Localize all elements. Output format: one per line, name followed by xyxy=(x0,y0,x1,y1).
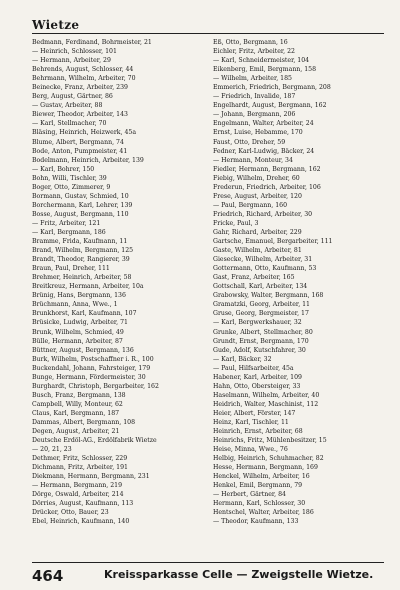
directory-entry: — Karl, Bohrer, 150 xyxy=(32,165,95,173)
directory-entry: Breitkreuz, Hermann, Arbeiter, 10a xyxy=(32,283,144,291)
directory-entry: Heier, Albert, Förster, 147 xyxy=(213,409,296,417)
directory-columns xyxy=(32,38,386,558)
directory-entry: Heinrich, Ernst, Arbeiter, 68 xyxy=(213,428,303,436)
directory-entry: Gottschall, Karl, Arbeiter, 134 xyxy=(213,283,308,291)
directory-entry: Burk, Wilhelm, Postschaffner i. R., 100 xyxy=(32,355,154,363)
directory-entry: Brunk, Wilhelm, Schmied, 49 xyxy=(32,328,124,336)
directory-entry: Biewer, Theodor, Arbeiter, 143 xyxy=(32,111,128,119)
directory-entry: Frese, August, Arbeiter, 120 xyxy=(213,192,302,200)
directory-entry: Dammas, Albert, Bergmann, 108 xyxy=(32,418,136,426)
footer-divider xyxy=(32,562,384,563)
directory-entry: Busch, Franz, Bergmann, 138 xyxy=(32,391,126,399)
directory-entry: Bramme, Frida, Kaufmann, 11 xyxy=(32,238,128,246)
directory-entry: Bodelmann, Heinrich, Arbeiter, 139 xyxy=(32,156,144,164)
directory-entry: Bormann, Gustav, Schmied, 10 xyxy=(32,192,129,200)
directory-entry: Burghardt, Christoph, Bergarbeiter, 162 xyxy=(32,382,159,390)
directory-entry: Deutsche Erdöl-AG., Erdölfabrik Wietze xyxy=(32,437,157,445)
directory-entry: Blume, Albert, Bergmann, 74 xyxy=(32,138,124,146)
directory-entry: Fiedler, Hermann, Bergmann, 162 xyxy=(213,165,321,173)
directory-entry: Borchermann, Karl, Lehrer, 139 xyxy=(32,201,133,209)
directory-entry: Emmerich, Friedrich, Bergmann, 208 xyxy=(213,84,331,92)
directory-entry: — Friedrich, Invalide, 187 xyxy=(213,93,296,101)
directory-entry: Brand, Wilhelm, Bergmann, 125 xyxy=(32,247,134,255)
directory-entry: Brüchmann, Anna, Wwe., 1 xyxy=(32,301,118,309)
directory-entry: — Hermann, Bergmann, 219 xyxy=(32,482,123,490)
directory-entry: — Hermann, Arbeiter, 29 xyxy=(32,57,111,65)
directory-entry: Gramatzki, Georg, Arbeiter, 11 xyxy=(213,301,310,309)
directory-entry: Fedner, Karl-Ludwig, Bäcker, 24 xyxy=(213,147,315,155)
directory-entry: Campbell, Willy, Monteur, 62 xyxy=(32,400,123,408)
page-title: Wietze xyxy=(32,18,80,32)
directory-entry: Bosse, August, Bergmann, 110 xyxy=(32,210,129,218)
directory-entry: Behrmann, Wilhelm, Arbeiter, 70 xyxy=(32,75,136,83)
directory-entry: Heise, Minna, Wwe., 76 xyxy=(213,446,288,454)
directory-entry: Degen, August, Arbeiter, 21 xyxy=(32,428,120,436)
directory-entry: — Wilhelm, Arbeiter, 185 xyxy=(213,75,292,83)
directory-entry: — Hermann, Monteur, 34 xyxy=(213,156,293,164)
directory-entry: Gottermann, Otto, Kaufmann, 53 xyxy=(213,265,317,273)
directory-entry: Ebel, Heinrich, Kaufmann, 140 xyxy=(32,518,130,526)
directory-entry: Berg, August, Gärtner, 86 xyxy=(32,93,113,101)
right-column xyxy=(213,38,386,558)
directory-entry: Dethmer, Fritz, Schlosser, 229 xyxy=(32,455,128,463)
directory-entry: — Karl, Stellmacher, 70 xyxy=(32,120,107,128)
directory-entry: Brandt, Theodor, Rangierer, 39 xyxy=(32,256,130,264)
directory-entry: — Johann, Bergmann, 206 xyxy=(213,111,296,119)
directory-entry: — Karl, Schneidermeister, 104 xyxy=(213,57,310,65)
directory-entry: — Karl, Bergwerkshauer, 32 xyxy=(213,319,302,327)
directory-entry: Diekmann, Hermann, Bergmann, 231 xyxy=(32,473,150,481)
directory-entry: Eichler, Fritz, Arbeiter, 22 xyxy=(213,48,295,56)
directory-entry: — Gustav, Arbeiter, 88 xyxy=(32,102,103,110)
directory-entry: Dörries, August, Kaufmann, 113 xyxy=(32,500,134,508)
directory-entry: Heidrich, Walter, Maschinist, 112 xyxy=(213,400,319,408)
directory-entry: Brehmer, Heinrich, Arbeiter, 58 xyxy=(32,274,132,282)
directory-entry: Bläsing, Heinrich, Heizwerk, 45a xyxy=(32,129,137,137)
directory-entry: Grunke, Albert, Stellmacher, 80 xyxy=(213,328,313,336)
directory-entry: Grundt, Ernst, Bergmann, 170 xyxy=(213,337,309,345)
directory-entry: Dörge, Oswald, Arbeiter, 214 xyxy=(32,491,124,499)
directory-entry: — 20, 21, 23 xyxy=(32,446,72,454)
directory-entry: Fiebig, Wilhelm, Dreher, 60 xyxy=(213,174,300,182)
directory-entry: — Karl, Bäcker, 32 xyxy=(213,355,272,363)
directory-entry: Bode, Anton, Pumpmeister, 41 xyxy=(32,147,128,155)
directory-entry: Bunge, Hermann, Fördermeister, 30 xyxy=(32,373,146,381)
directory-entry: Drücker, Otto, Bauer, 23 xyxy=(32,509,109,517)
directory-entry: Bülle, Hermann, Arbeiter, 87 xyxy=(32,337,123,345)
directory-entry: Eikenberg, Emil, Bergmann, 158 xyxy=(213,66,317,74)
directory-entry: Hentschel, Walter, Arbeiter, 186 xyxy=(213,509,314,517)
directory-entry: Buckendahl, Johann, Fahrsteiger, 179 xyxy=(32,364,151,372)
directory-entry: — Paul, Bergmann, 160 xyxy=(213,201,288,209)
directory-entry: Beinecke, Franz, Arbeiter, 239 xyxy=(32,84,128,92)
directory-entry: Heinz, Karl, Tischler, 11 xyxy=(213,418,289,426)
directory-entry: Gaste, Wilhelm, Arbeiter, 81 xyxy=(213,247,302,255)
page-number: 464 xyxy=(32,567,64,585)
directory-entry: — Fritz, Arbeiter, 121 xyxy=(32,219,101,227)
directory-entry: Brünig, Hans, Bergmann, 136 xyxy=(32,292,126,300)
directory-entry: Bohn, Willi, Tischler, 39 xyxy=(32,174,107,182)
directory-entry: Grabowsky, Walter, Bergmann, 168 xyxy=(213,292,324,300)
footer-advertisement: Kreissparkasse Celle — Zweigstelle Wietze. xyxy=(104,568,374,581)
directory-entry: Gast, Franz, Arbeiter, 165 xyxy=(213,274,295,282)
directory-entry: — Paul, Hilfsarbeiter, 45a xyxy=(213,364,294,372)
directory-entry: — Theodor, Kaufmann, 133 xyxy=(213,518,299,526)
directory-entry: Büttner, August, Bergmann, 136 xyxy=(32,346,134,354)
directory-entry: Gude, Adolf, Kutschfahrer, 30 xyxy=(213,346,306,354)
directory-entry: Henckel, Wilhelm, Arbeiter, 16 xyxy=(213,473,310,481)
directory-entry: Behrends, August, Schlosser, 44 xyxy=(32,66,134,74)
directory-entry: Frederun, Friedrich, Arbeiter, 106 xyxy=(213,183,321,191)
directory-entry: Boger, Otto, Zimmerer, 9 xyxy=(32,183,111,191)
directory-entry: Haselmann, Wilhelm, Arbeiter, 40 xyxy=(213,391,320,399)
directory-entry: Ernst, Luise, Hebamme, 170 xyxy=(213,129,303,137)
directory-entry: Hesse, Hermann, Bergmann, 169 xyxy=(213,464,318,472)
directory-entry: Dichmann, Fritz, Arbeiter, 191 xyxy=(32,464,128,472)
directory-entry: Henkel, Emil, Bergmann, 79 xyxy=(213,482,303,490)
directory-entry: Giesecke, Wilhelm, Arbeiter, 31 xyxy=(213,256,313,264)
directory-entry: Friedrich, Richard, Arbeiter, 30 xyxy=(213,210,313,218)
directory-entry: Heinrichs, Fritz, Mühlenbesitzer, 15 xyxy=(213,437,327,445)
directory-entry: — Herbert, Gärtner, 84 xyxy=(213,491,286,499)
directory-entry: Claus, Karl, Bergmann, 187 xyxy=(32,409,120,417)
directory-entry: Eß, Otto, Bergmann, 16 xyxy=(213,39,288,46)
directory-entry: Gahr, Richard, Arbeiter, 229 xyxy=(213,228,302,236)
directory-entry: Engelmann, Walter, Arbeiter, 24 xyxy=(213,120,314,128)
directory-entry: — Karl, Bergmann, 186 xyxy=(32,228,106,236)
directory-entry: Gartsche, Emanuel, Bergarbeiter, 111 xyxy=(213,238,333,246)
directory-entry: Fricke, Paul, 3 xyxy=(213,219,259,227)
directory-entry: Habener, Karl, Arbeiter, 109 xyxy=(213,373,302,381)
directory-entry: Faust, Otto, Dreher, 59 xyxy=(213,138,286,146)
directory-entry: Brüsicke, Ludwig, Arbeiter, 71 xyxy=(32,319,128,327)
header-divider xyxy=(32,33,384,34)
directory-entry: Hahn, Otto, Obersteiger, 33 xyxy=(213,382,301,390)
directory-entry: — Heinrich, Schlosser, 101 xyxy=(32,48,117,56)
directory-entry: Gruse, Georg, Bergmeister, 17 xyxy=(213,310,309,318)
directory-entry: Bedmann, Ferdinand, Bohrmeister, 21 xyxy=(32,39,152,46)
directory-entry: Braun, Paul, Dreher, 111 xyxy=(32,265,110,273)
directory-entry: Helbig, Heinrich, Schuhmacher, 82 xyxy=(213,455,324,463)
left-column xyxy=(32,38,205,558)
directory-entry: Engelhardt, August, Bergmann, 162 xyxy=(213,102,327,110)
directory-entry: Brunkhorst, Karl, Kaufmann, 107 xyxy=(32,310,137,318)
directory-entry: Hermann, Karl, Schlosser, 30 xyxy=(213,500,306,508)
